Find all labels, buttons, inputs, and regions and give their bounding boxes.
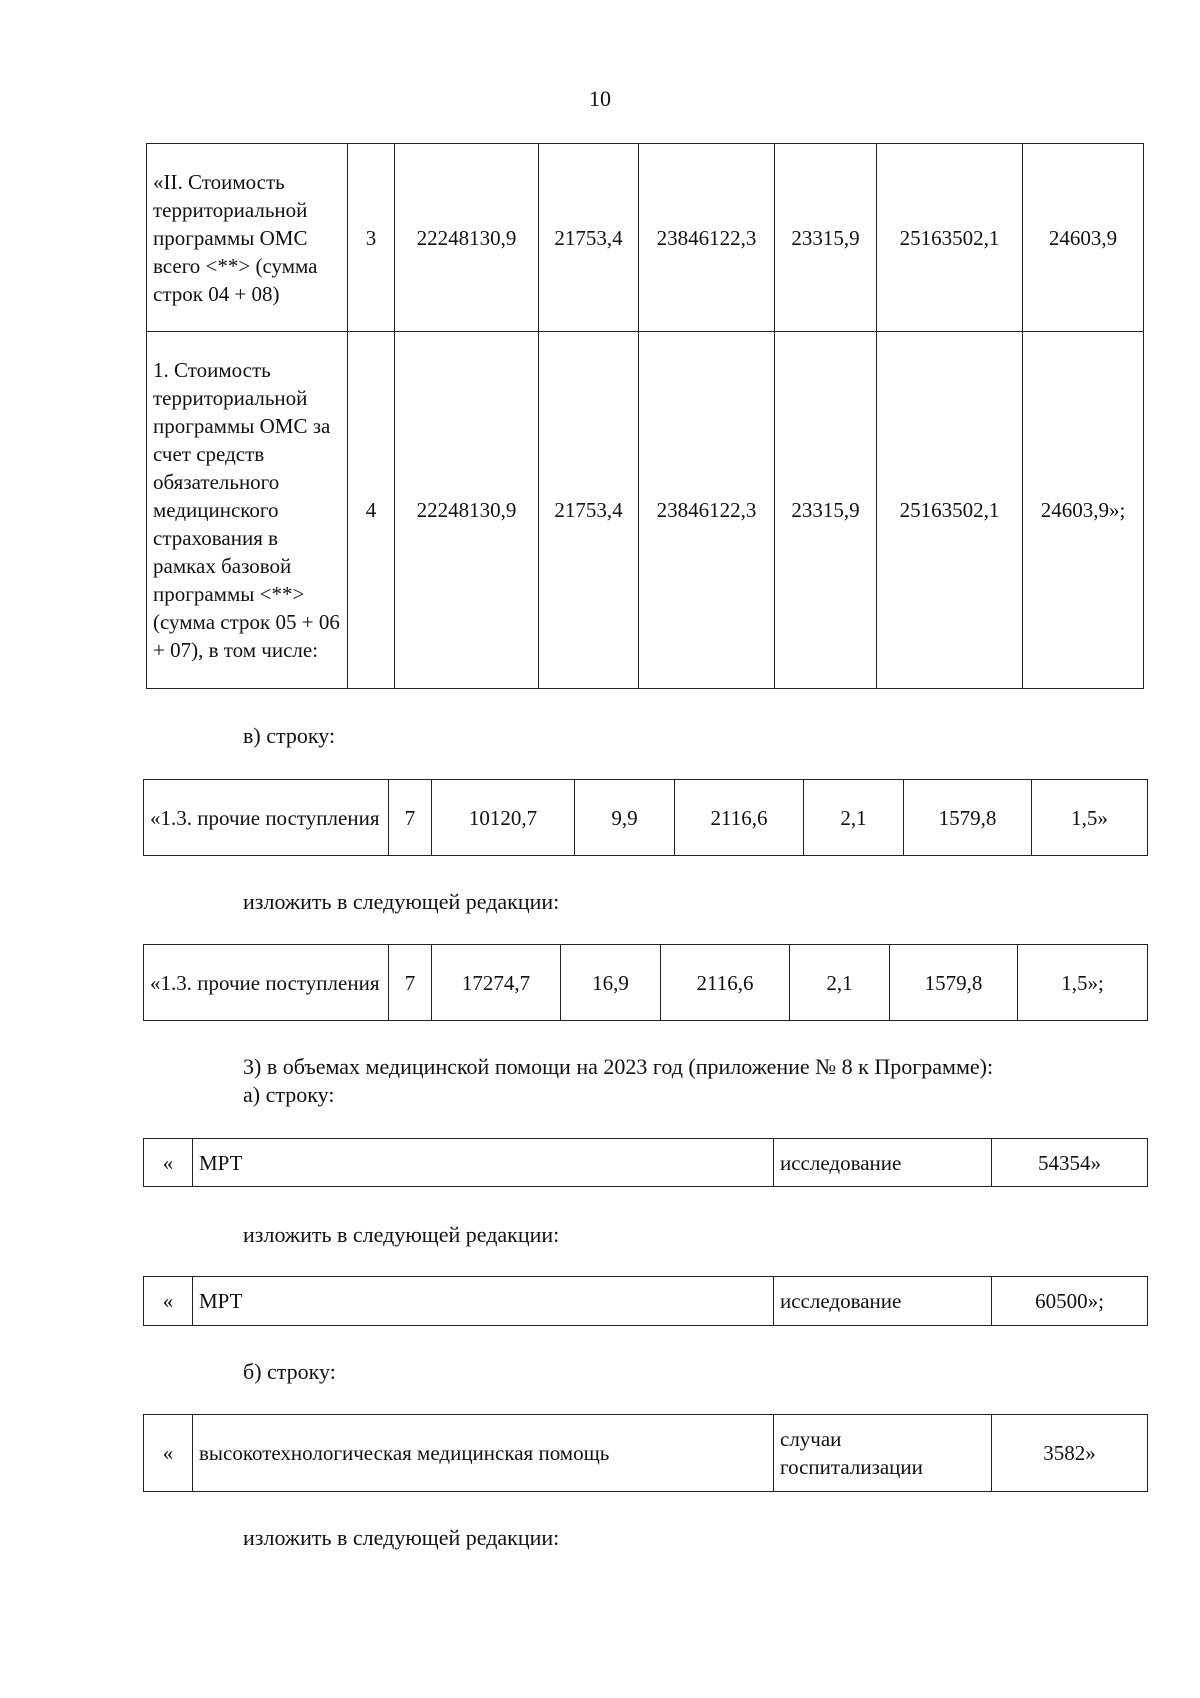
table-row (144, 1415, 1148, 1492)
value-cell: 25163502,1 (877, 332, 1023, 689)
quote-cell: « (144, 1139, 193, 1187)
value-cell: 1579,8 (890, 945, 1018, 1021)
table-row (147, 144, 1144, 332)
paragraph: изложить в следующей редакции: (243, 1222, 560, 1247)
table-row (144, 945, 1148, 1021)
quote-cell: « (144, 1277, 193, 1326)
unit-cell: исследование (774, 1277, 992, 1326)
value-cell: 22248130,9 (395, 144, 539, 332)
row-label: «II. Стоимость территориальной программы ОМС всего <**> (сумма строк 04 + 08) (147, 144, 348, 332)
paragraph: б) строку: (243, 1359, 336, 1384)
value-cell: 1,5» (1032, 780, 1148, 856)
value-cell: 1579,8 (904, 780, 1032, 856)
line-number: 7 (389, 780, 432, 856)
income-table-new (143, 944, 1148, 1021)
value-cell: 2116,6 (661, 945, 790, 1021)
value-cell: 22248130,9 (395, 332, 539, 689)
row-label: «1.3. прочие поступления (144, 780, 389, 856)
value-cell: 23846122,3 (639, 332, 775, 689)
value-cell: 60500»; (992, 1277, 1148, 1326)
table-row (144, 780, 1148, 856)
value-cell: 2,1 (790, 945, 890, 1021)
row-label: 1. Стоимость территориальной программы ОМС за счет средств обязательного медицинского страхования в рамках базовой программы <**> (сумма строк 05 + 06 + 07), в том числе: (147, 332, 348, 689)
table-row (144, 1139, 1148, 1187)
value-cell: 9,9 (575, 780, 675, 856)
unit-cell: исследование (774, 1139, 992, 1187)
vmp-table-old (143, 1414, 1148, 1492)
paragraph: 3) в объемах медицинской помощи на 2023 год (приложение № 8 к Программе): (243, 1054, 994, 1079)
paragraph: в) строку: (243, 723, 336, 748)
value-cell: 23315,9 (775, 332, 877, 689)
paragraph: изложить в следующей редакции: (243, 1525, 560, 1550)
value-cell: 2116,6 (675, 780, 804, 856)
paragraph: изложить в следующей редакции: (243, 889, 560, 914)
line-number: 3 (348, 144, 395, 332)
page-number: 10 (589, 86, 611, 111)
paragraph: а) строку: (243, 1082, 335, 1107)
value-cell: 54354» (992, 1139, 1148, 1187)
cost-table (146, 143, 1144, 689)
value-cell: 24603,9»; (1023, 332, 1144, 689)
row-label: «1.3. прочие поступления (144, 945, 389, 1021)
value-cell: 25163502,1 (877, 144, 1023, 332)
value-cell: 2,1 (804, 780, 904, 856)
service-name: МРТ (193, 1139, 774, 1187)
quote-cell: « (144, 1415, 193, 1492)
value-cell: 23315,9 (775, 144, 877, 332)
value-cell: 16,9 (561, 945, 661, 1021)
service-name: высокотехнологическая медицинская помощь (193, 1415, 774, 1492)
income-table-old (143, 779, 1148, 856)
service-name: МРТ (193, 1277, 774, 1326)
mrt-table-new (143, 1276, 1148, 1326)
value-cell: 21753,4 (539, 144, 639, 332)
value-cell: 23846122,3 (639, 144, 775, 332)
value-cell: 17274,7 (432, 945, 561, 1021)
line-number: 4 (348, 332, 395, 689)
mrt-table-old (143, 1138, 1148, 1187)
value-cell: 24603,9 (1023, 144, 1144, 332)
value-cell: 1,5»; (1018, 945, 1148, 1021)
value-cell: 3582» (992, 1415, 1148, 1492)
table-row (144, 1277, 1148, 1326)
table-row (147, 332, 1144, 689)
value-cell: 21753,4 (539, 332, 639, 689)
value-cell: 10120,7 (432, 780, 575, 856)
unit-cell: случаи госпитализации (774, 1415, 992, 1492)
line-number: 7 (389, 945, 432, 1021)
